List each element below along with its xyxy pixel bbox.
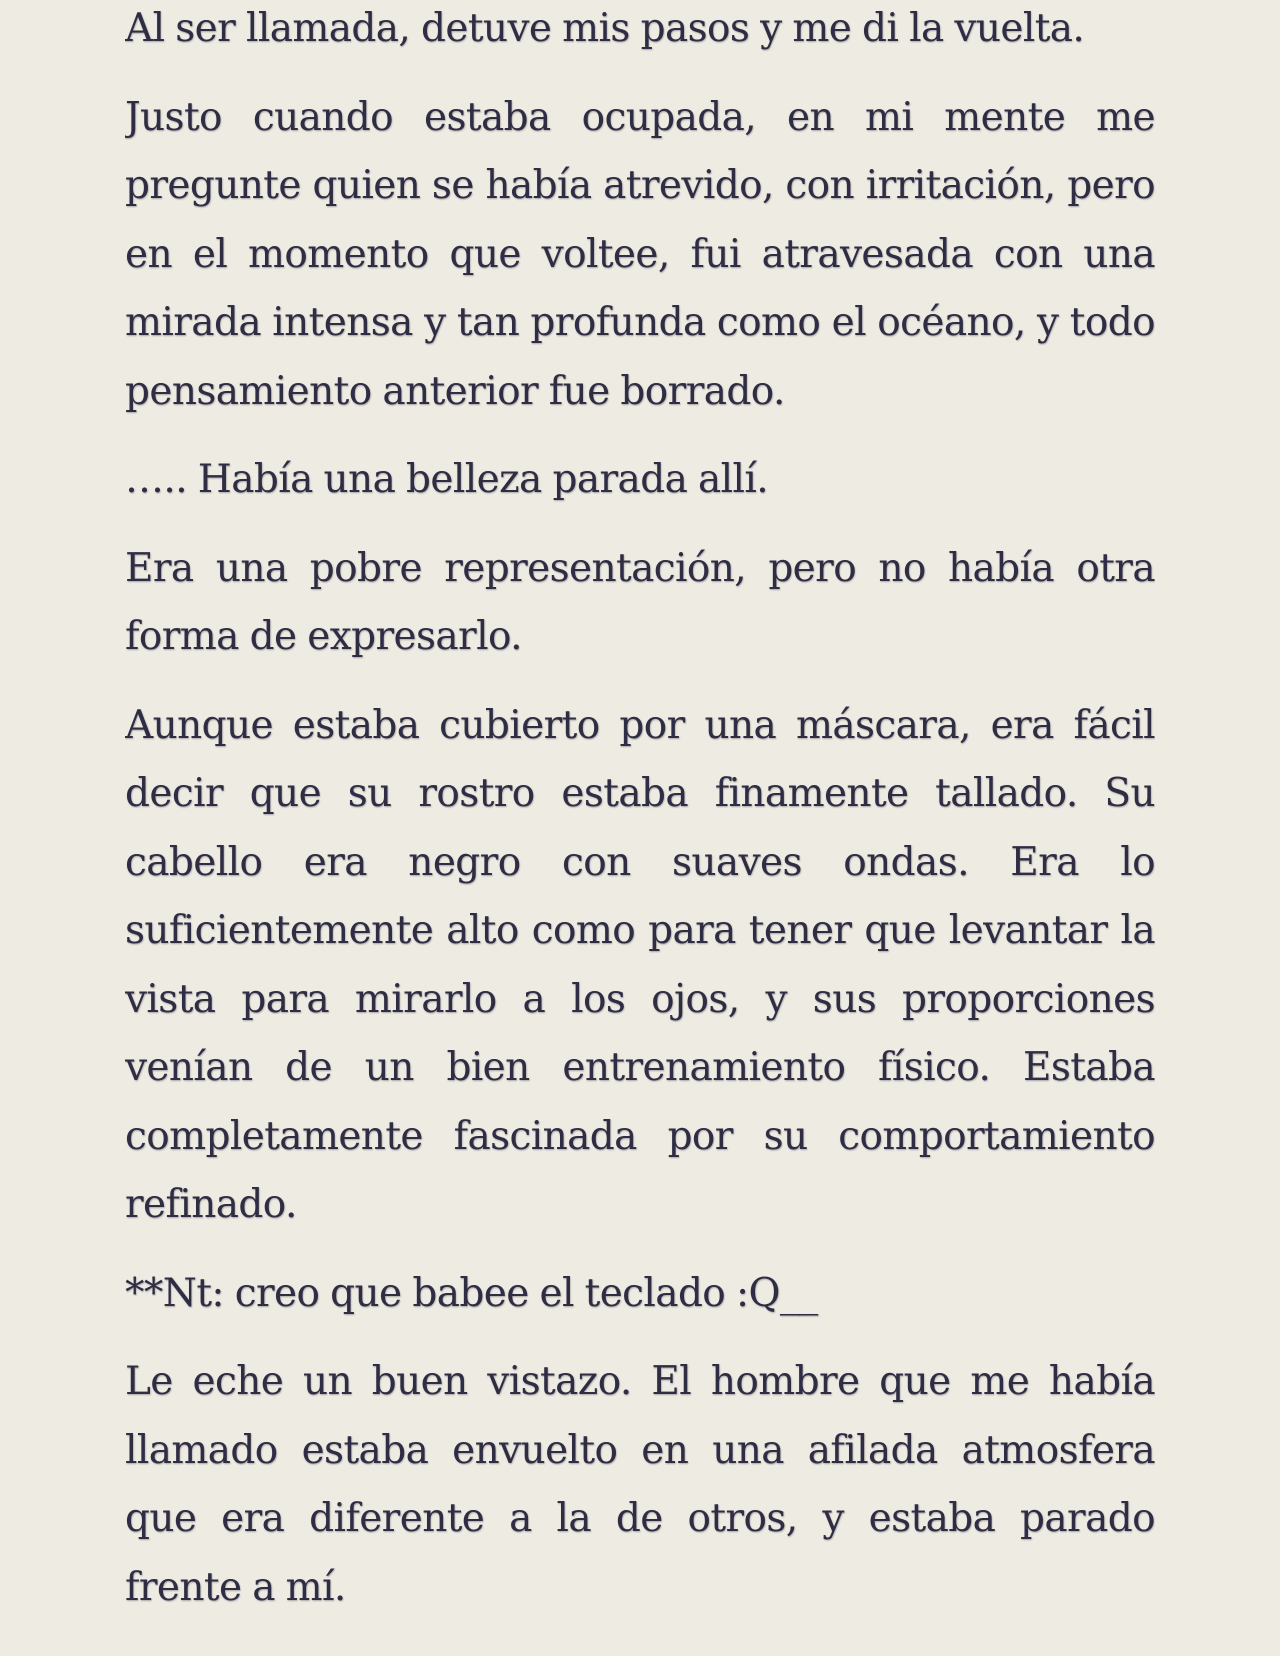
paragraph: Era una pobre representación, pero no había otra forma de expresarlo. bbox=[125, 545, 1155, 659]
paragraph: Aunque estaba cubierto por una máscara, era fácil decir que su rostro estaba finamente tallado. Su cabello era negro con suaves ondas. Era lo suficientemente alto como para tener que levantar la vista para mirarlo a los ojos, y sus proporciones venían de un bien entrenamiento físico. Estaba completamente fascinada por su comportamiento refinado. bbox=[125, 702, 1155, 1227]
paragraph: Al ser llamada, detuve mis pasos y me di la vuelta. bbox=[125, 6, 1085, 51]
paragraph: Justo cuando estaba ocupada, en mi mente me pregunte quien se había atrevido, con irritación, pero en el momento que voltee, fui atravesada con una mirada intensa y tan profunda como el océano, y todo pensamiento anterior fue borrado. bbox=[125, 94, 1155, 414]
paragraph: Le eche un buen vistazo. El hombre que me había llamado estaba envuelto en una afilada atmosfera que era diferente a la de otros, y estaba parado frente a mí. bbox=[125, 1359, 1155, 1610]
translator-note: **Nt: creo que babee el teclado :Q__ bbox=[125, 1270, 818, 1316]
reader-page bbox=[125, 0, 1155, 1656]
paragraph: ….. Había una belleza parada allí. bbox=[125, 457, 769, 502]
